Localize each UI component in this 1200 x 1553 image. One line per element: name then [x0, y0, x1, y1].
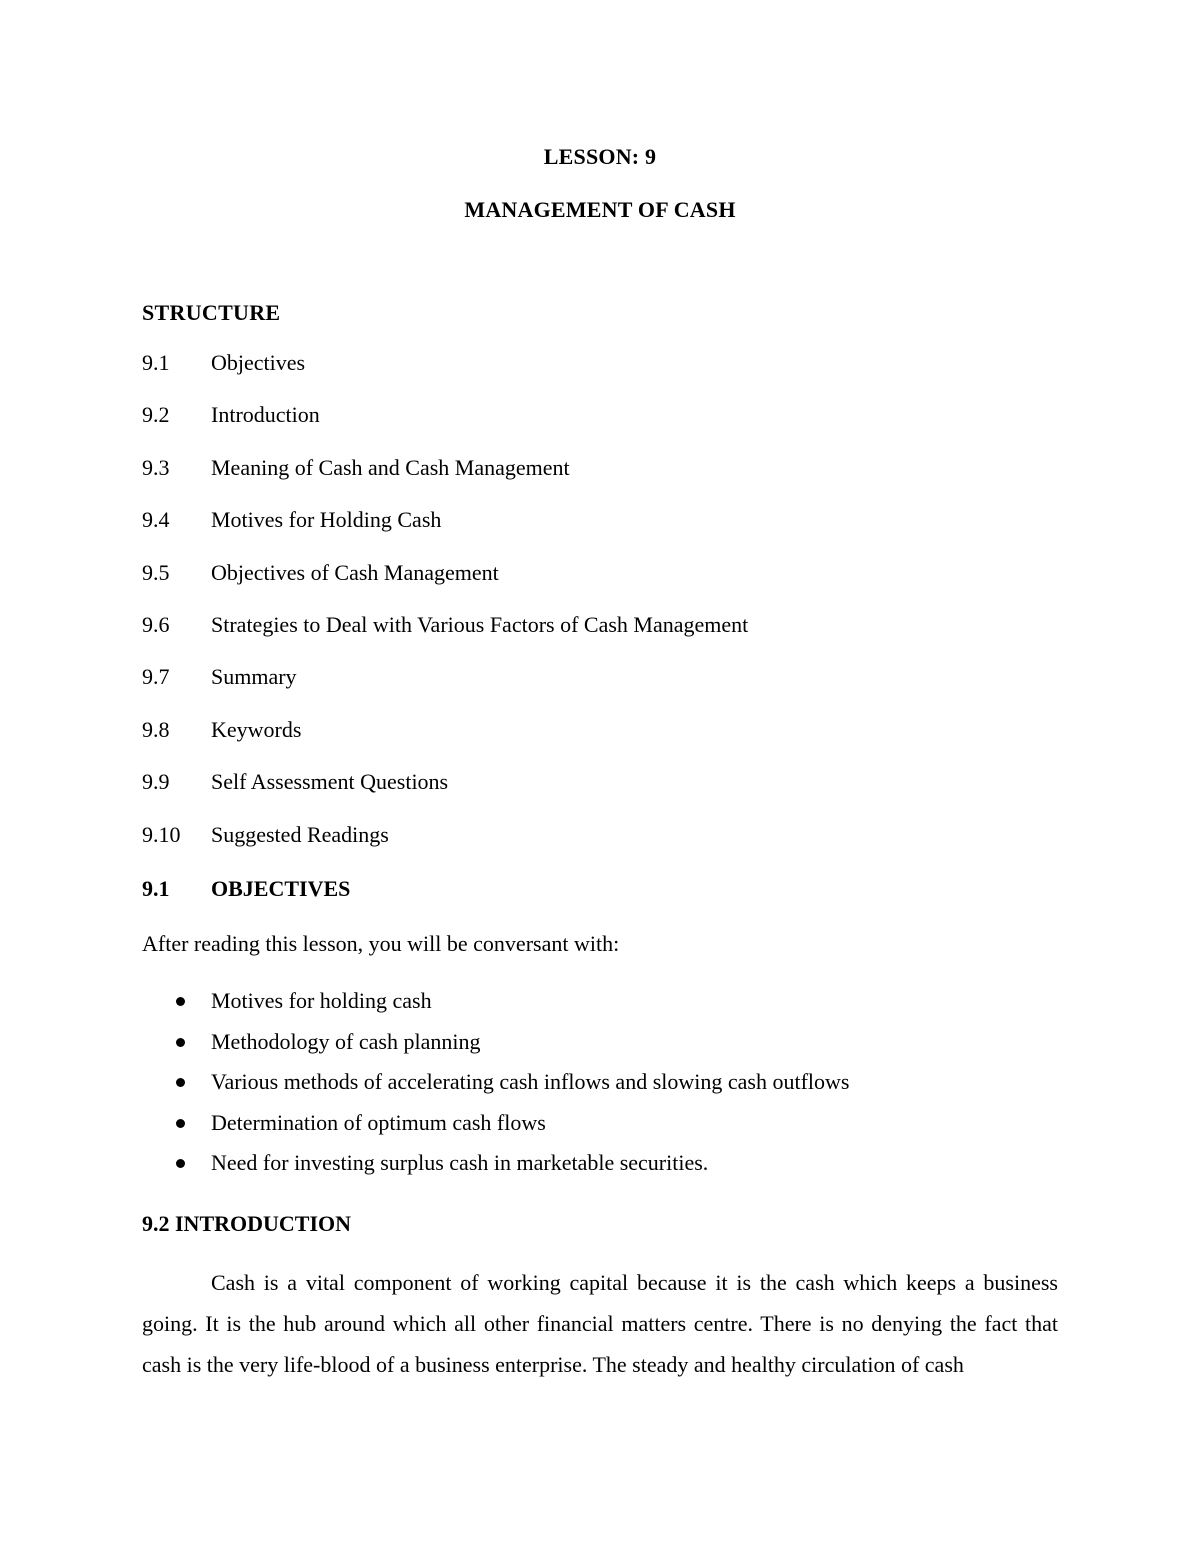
structure-item — [142, 660, 748, 712]
bullet-text: Motives for holding cash — [211, 988, 432, 1013]
bullet-text: Need for investing surplus cash in marketable securities. — [211, 1150, 709, 1175]
objectives-heading-label: OBJECTIVES — [211, 876, 351, 901]
list-item — [142, 1106, 849, 1147]
structure-item-label: Objectives — [211, 350, 306, 375]
objectives-heading-number: 9.1 — [142, 876, 170, 901]
structure-item-number: 9.5 — [142, 559, 170, 585]
structure-item-label: Meaning of Cash and Cash Management — [211, 454, 570, 480]
lesson-number: LESSON: 9 — [543, 144, 657, 169]
structure-item — [142, 765, 748, 817]
objectives-intro: After reading this lesson, you will be conversant with: — [142, 931, 620, 956]
structure-item-number: 9.10 — [142, 821, 181, 847]
structure-item — [142, 346, 748, 398]
structure-item-number: 9.1 — [142, 350, 170, 375]
list-item — [142, 984, 849, 1025]
introduction-heading: 9.2 INTRODUCTION — [142, 1211, 352, 1236]
structure-item-number: 9.2 — [142, 402, 170, 428]
structure-item — [142, 608, 748, 660]
structure-item — [142, 398, 748, 450]
list-item — [142, 1065, 849, 1106]
structure-item-number: 9.4 — [142, 507, 170, 533]
structure-item-label: Motives for Holding Cash — [211, 507, 442, 533]
bullet-text: Various methods of accelerating cash inflows and slowing cash outflows — [211, 1069, 850, 1094]
objectives-bullet-list — [142, 984, 849, 1187]
structure-item-label: Strategies to Deal with Various Factors of Cash Management — [211, 611, 749, 637]
structure-item-label: Self Assessment Questions — [211, 769, 449, 795]
structure-item-number: 9.7 — [142, 664, 170, 690]
structure-item-number: 9.9 — [142, 769, 170, 795]
structure-item — [142, 556, 748, 608]
structure-item-label: Summary — [211, 664, 297, 690]
structure-item-number: 9.6 — [142, 611, 170, 637]
structure-item — [142, 818, 748, 870]
structure-item-number: 9.3 — [142, 454, 170, 480]
structure-item-label: Objectives of Cash Management — [211, 559, 499, 585]
list-item — [142, 1025, 849, 1066]
structure-item-label: Introduction — [211, 402, 320, 428]
bullet-text: Methodology of cash planning — [211, 1028, 481, 1054]
structure-list — [142, 346, 748, 870]
lesson-title: MANAGEMENT OF CASH — [464, 197, 736, 222]
bullet-text: Determination of optimum cash flows — [211, 1109, 546, 1135]
structure-heading: STRUCTURE — [142, 300, 281, 325]
objectives-heading — [142, 872, 350, 906]
structure-item — [142, 713, 748, 765]
structure-item — [142, 503, 748, 555]
introduction-paragraph: Cash is a vital component of working capital because it is the cash which keeps a business going. It is the hub around which all other financial matters centre. There is no denying the fact that cash is the very life-blood of a business enterprise. The steady and healthy circulation of cash — [142, 1270, 1058, 1377]
structure-item — [142, 451, 748, 503]
structure-item-label: Suggested Readings — [211, 821, 389, 847]
structure-item-label: Keywords — [211, 716, 302, 742]
structure-item-number: 9.8 — [142, 716, 170, 742]
list-item — [142, 1146, 849, 1187]
